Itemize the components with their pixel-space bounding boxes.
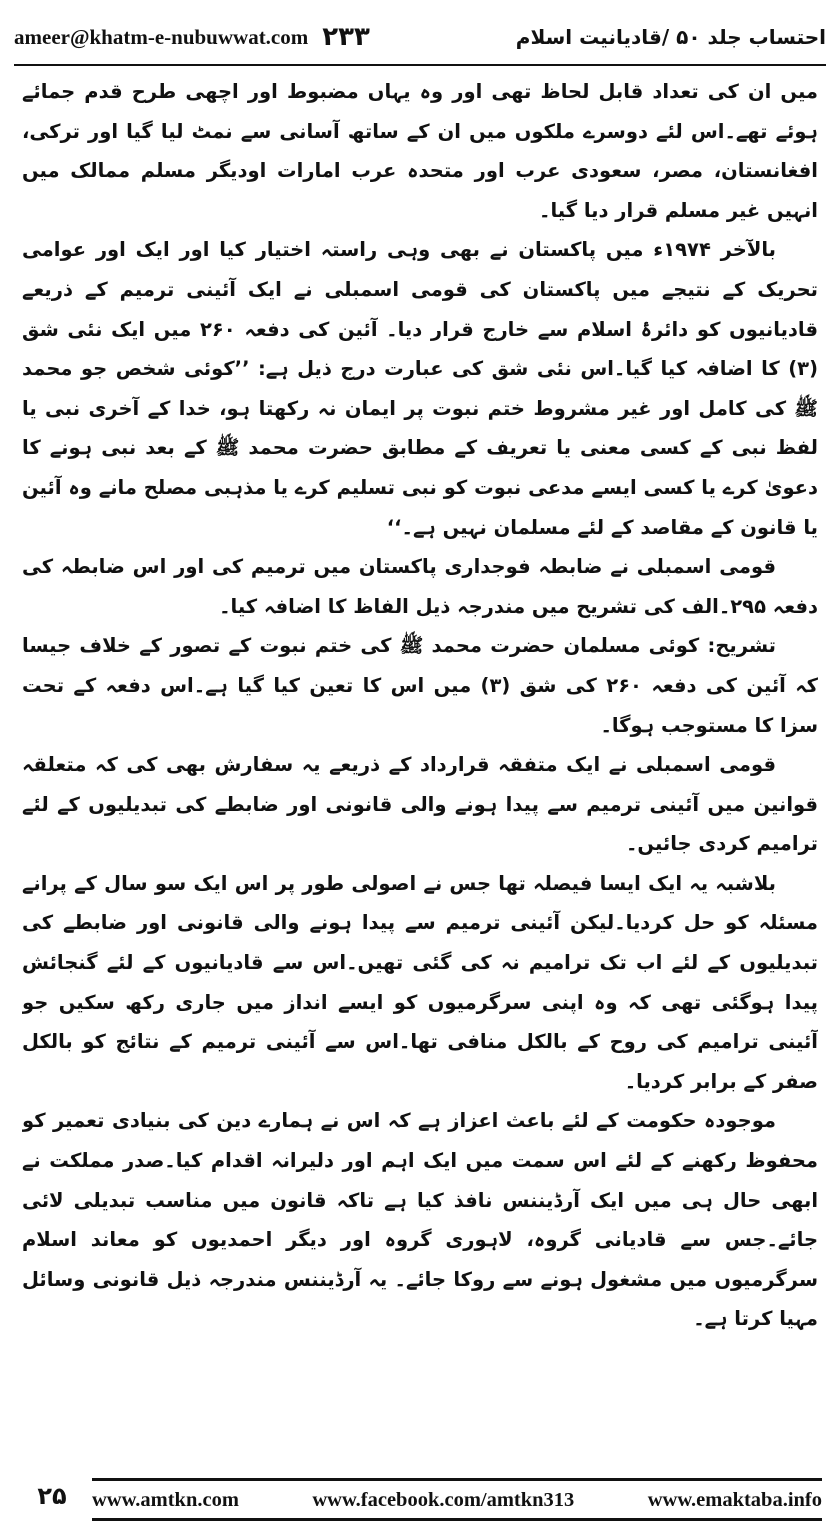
header-page-number: ۲۳۳ xyxy=(322,22,370,52)
paragraph-3: قومی اسمبلی نے ضابطہ فوجداری پاکستان میں ترمیم کی اور اس ضابطہ کی دفعہ ۲۹۵۔الف کی تشریح میں مندرجہ ذیل الفاظ کا اضافہ کیا۔ xyxy=(22,555,818,618)
paragraph-6: بلاشبہ یہ ایک ایسا فیصلہ تھا جس نے اصولی طور پر اس ایک سو سال کے پرانے مسئلہ کو حل کردیا۔لیکن آئینی ترمیم سے پیدا ہونے والی قانونی اور ضابطے کی تبدیلیوں کے لئے اب تک ترامیم نہ کی گئی تھیں۔اس سے قادیانیوں کے لئے گنجائش پیدا ہوگئی تھی کہ وہ اپنی سرگرمیوں کو ایسے انداز میں جاری رکھ سکیں جو آئینی ترامیم کی روح کے بالکل منافی تھا۔اس سے آئینی ترمیم کے نتائج کو بالکل صفر کے برابر کردیا۔ xyxy=(22,871,818,1093)
header-title: احتساب جلد ۵۰ /قادیانیت اسلام xyxy=(515,25,826,49)
header-email: ameer@khatm-e-nubuwwat.com xyxy=(14,24,309,49)
page-body-text xyxy=(22,72,818,1444)
paragraph-5: قومی اسمبلی نے ایک متفقہ قرارداد کے ذریعے یہ سفارش بھی کی کہ متعلقہ قوانین میں آئینی ترمیم سے پیدا ہونے والی قانونی اور ضابطے کی تبدیلیوں کے لئے ترامیم کردی جائیں۔ xyxy=(22,753,818,856)
page-footer xyxy=(0,1466,840,1526)
footer-link-facebook[interactable]: www.facebook.com/amtkn313 xyxy=(312,1488,575,1511)
paragraph-2: بالآخر ۱۹۷۴ء میں پاکستان نے بھی وہی راستہ اختیار کیا اور ایک اور عوامی تحریک کے نتیجے میں پاکستان کی قومی اسمبلی نے ایک آئینی ترمیم کے ذریعے قادیانیوں کو دائرۂ اسلام سے خارج قرار دیا۔ آئین کی دفعہ ۲۶۰ میں ایک نئی شق (۳) کا اضافہ کیا گیا۔اس نئی شق کی عبارت درج ذیل ہے: ’’کوئی شخص جو محمد ﷺ کی کامل اور غیر مشروط ختم نبوت پر ایمان نہ رکھتا ہو، خدا کے آخری نبی یا لفظ نبی کے کسی معنی یا تعریف کے مطابق حضرت محمد ﷺ کے بعد نبی ہونے کا دعویٰ کرے یا کسی ایسے مدعی نبوت کو نبی تسلیم کرے یا مذہبی مصلح مانے وہ آئین یا قانون کے مقاصد کے لئے مسلمان نہیں ہے۔‘‘ xyxy=(22,238,818,539)
footer-links xyxy=(92,1484,822,1516)
paragraph-4: تشریح: کوئی مسلمان حضرت محمد ﷺ کی ختم نبوت کے تصور کے خلاف جیسا کہ آئین کی دفعہ ۲۶۰ کی شق (۳) میں اس کا تعین کیا گیا ہے۔اس دفعہ کے تحت سزا کا مستوجب ہوگا۔ xyxy=(22,634,818,737)
paragraph-1: میں ان کی تعداد قابل لحاظ تھی اور وہ یہاں مضبوط اور اچھی طرح قدم جمائے ہوئے تھے۔اس لئے دوسرے ملکوں میں ان کے ساتھ آسانی سے نمٹ لیا گیا اور ترکی، افغانستان، مصر، سعودی عرب اور متحدہ عرب امارات اودیگر مسلم ممالک میں انہیں غیر مسلم قرار دیا گیا۔ xyxy=(22,80,818,222)
footer-link-emaktaba[interactable]: www.emaktaba.info xyxy=(647,1488,822,1511)
footer-rule-bottom xyxy=(92,1518,822,1521)
footer-rule-top xyxy=(92,1478,822,1481)
paragraph-7: موجودہ حکومت کے لئے باعث اعزاز ہے کہ اس نے ہمارے دین کی بنیادی تعمیر کو محفوظ رکھنے کے لئے اس سمت میں ایک اہم اور دلیرانہ اقدام کیا۔صدر مملکت نے ابھی حال ہی میں ایک آرڈیننس نافذ کیا ہے تاکہ قانون میں مناسب تبدیلی لائی جائے۔جس سے قادیانی گروہ، لاہوری گروہ اور دیگر احمدیوں کو معاند اسلام سرگرمیوں میں مشغول ہونے سے روکا جائے۔ یہ آرڈیننس مندرجہ ذیل قانونی وسائل مہیا کرتا ہے۔ xyxy=(22,1109,818,1331)
page-header xyxy=(14,10,826,66)
header-left xyxy=(14,22,370,52)
footer-page-number: ۲۵ xyxy=(37,1482,67,1510)
footer-link-amtkn[interactable]: www.amtkn.com xyxy=(92,1488,239,1511)
